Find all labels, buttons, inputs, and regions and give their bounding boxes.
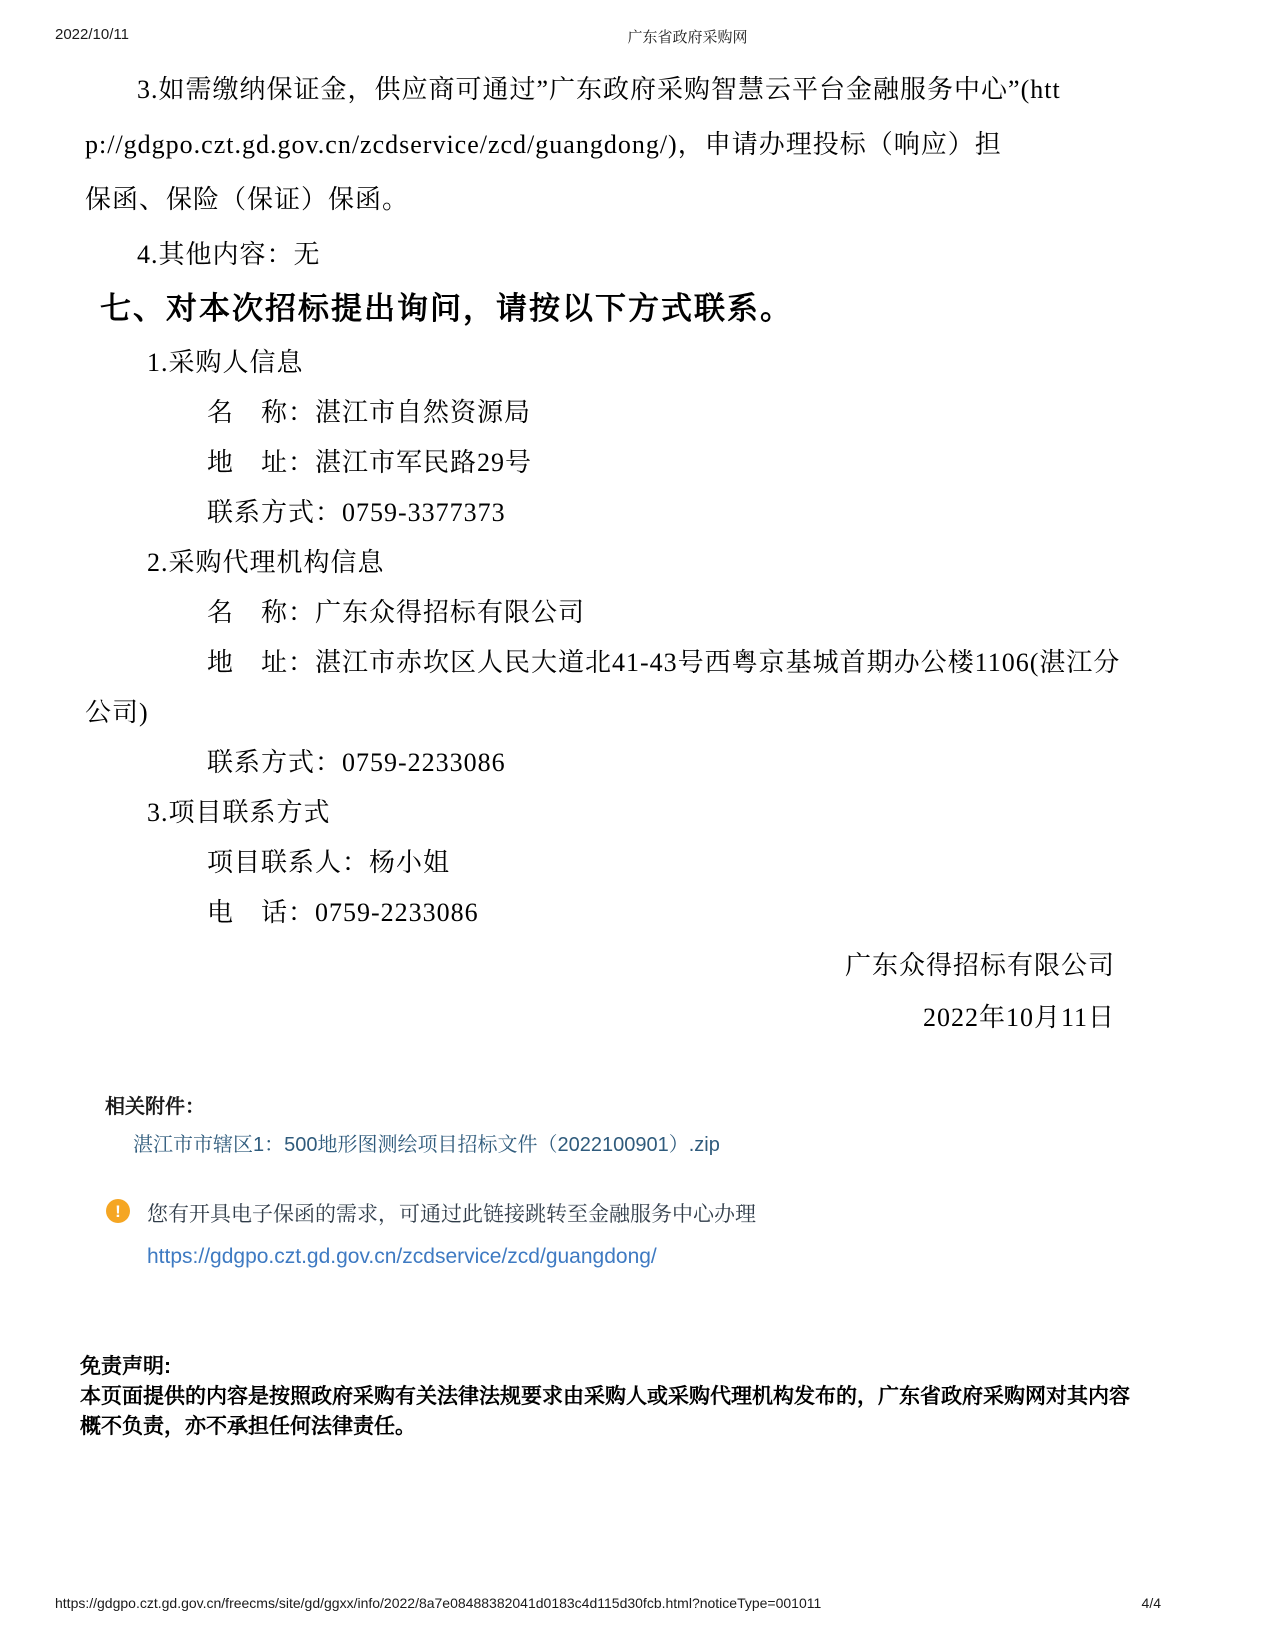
purchaser-contact: 联系方式：0759-3377373	[207, 498, 506, 527]
attachments-label: 相关附件：	[105, 1096, 205, 1118]
paragraph-line: p://gdgpo.czt.gd.gov.cn/zcdservice/zcd/guangdong/)，申请办理投标（响应）担	[85, 130, 1002, 159]
print-footer-url: https://gdgpo.czt.gd.gov.cn/freecms/site/gd/ggxx/info/2022/8a7e08488382041d0183c4d115d30fcb.html?noticeType=001011	[55, 1595, 822, 1611]
print-header-date: 2022/10/11	[55, 26, 129, 43]
project-phone: 电 话：0759-2233086	[207, 898, 479, 927]
section-heading: 七、对本次招标提出询问，请按以下方式联系。	[100, 291, 793, 326]
exclamation-icon: !	[106, 1199, 130, 1223]
guarantee-paragraph	[85, 62, 1125, 282]
disclaimer-line: 概不负责，亦不承担任何法律责任。	[80, 1415, 416, 1438]
signature-company: 广东众得招标有限公司	[844, 951, 1115, 980]
print-header-site-title: 广东省政府采购网	[627, 29, 748, 46]
paragraph-line: 4.其他内容：无	[137, 240, 321, 269]
agency-contact: 联系方式：0759-2233086	[207, 748, 506, 777]
disclaimer-title: 免责声明:	[80, 1355, 171, 1378]
eguarantee-text: 您有开具电子保函的需求，可通过此链接跳转至金融服务中心办理	[147, 1203, 756, 1226]
project-title: 3.项目联系方式	[147, 798, 331, 827]
purchaser-title: 1.采购人信息	[147, 348, 304, 377]
attachments-section	[105, 1090, 720, 1157]
paragraph-line: 3.如需缴纳保证金，供应商可通过”广东政府采购智慧云平台金融服务中心”(htt	[137, 75, 1061, 104]
agency-name: 名 称：广东众得招标有限公司	[207, 598, 586, 627]
print-footer-page-indicator: 4/4	[1141, 1595, 1161, 1611]
contact-list	[85, 338, 1135, 938]
disclaimer-section	[80, 1352, 1200, 1442]
agency-address-line2: 公司)	[85, 698, 149, 727]
agency-title: 2.采购代理机构信息	[147, 548, 385, 577]
disclaimer-line: 本页面提供的内容是按照政府采购有关法律法规要求由采购人或采购代理机构发布的，广东省政府采购网对其内容	[80, 1385, 1130, 1408]
purchaser-address: 地 址：湛江市军民路29号	[207, 448, 533, 477]
agency-address-line1: 地 址：湛江市赤坎区人民大道北41-43号西粤京基城首期办公楼1106(湛江分	[207, 648, 1121, 677]
signature-block	[845, 940, 1115, 1044]
attachment-file-link[interactable]: 湛江市市辖区1：500地形图测绘项目招标文件（2022100901）.zip	[133, 1134, 720, 1156]
project-contact-person: 项目联系人：杨小姐	[207, 848, 451, 877]
paragraph-line: 保函、保险（保证）保函。	[85, 185, 410, 214]
purchaser-name: 名 称：湛江市自然资源局	[207, 398, 532, 427]
eguarantee-url-link[interactable]: https://gdgpo.czt.gd.gov.cn/zcdservice/zcd/guangdong/	[147, 1245, 657, 1268]
signature-date: 2022年10月11日	[922, 1003, 1115, 1032]
eguarantee-notice	[106, 1198, 756, 1269]
